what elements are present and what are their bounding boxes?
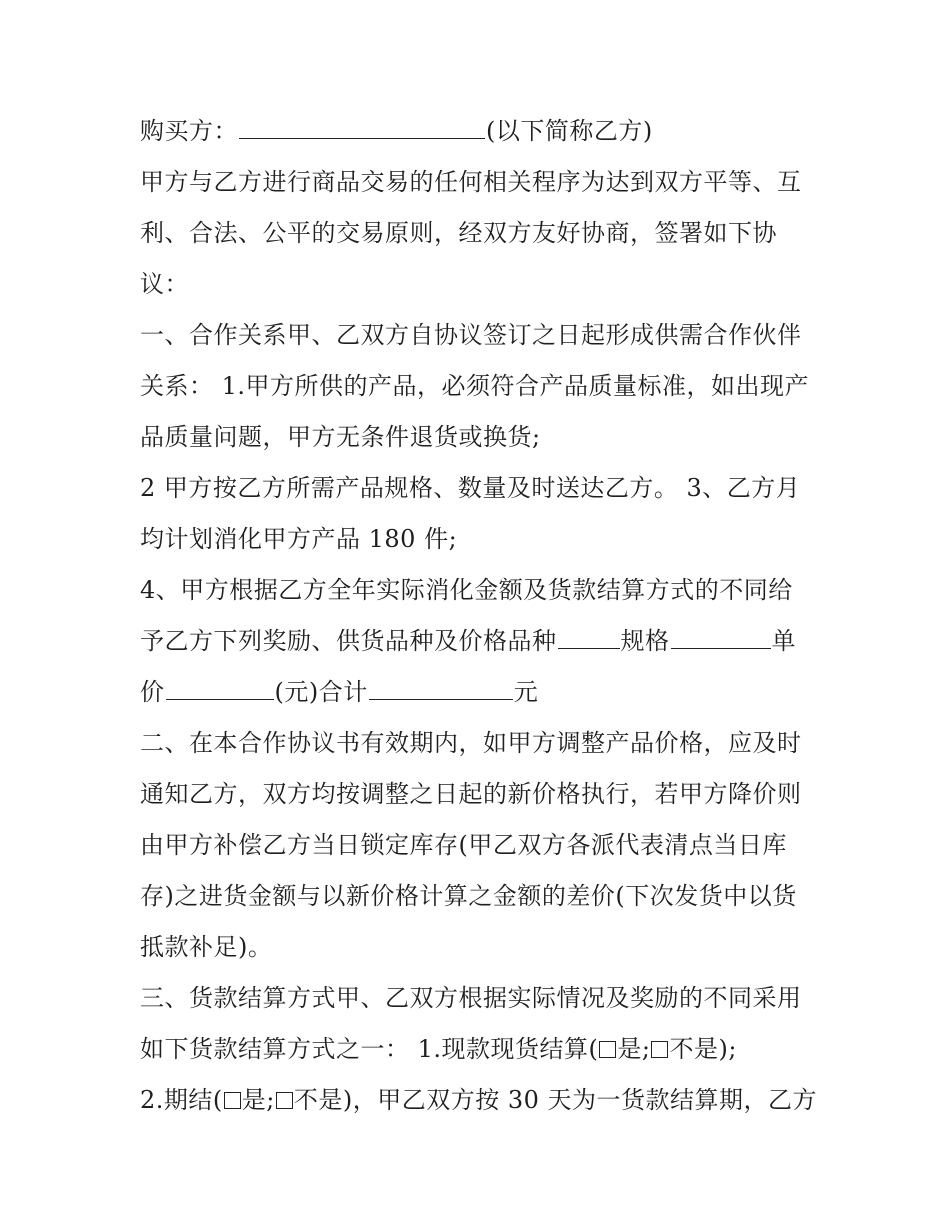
text-line-variety xyxy=(140,616,820,667)
price-label: 价 xyxy=(140,678,165,706)
buyer-note: (以下简称乙方) xyxy=(486,117,653,145)
document-body xyxy=(140,106,820,1126)
text-line-buyer xyxy=(140,106,820,157)
text-line-period-settlement xyxy=(140,1075,820,1126)
text-line: 存)之进货金额与以新价格计算之金额的差价(下次发货中以货 xyxy=(140,882,797,910)
text-line: 4、甲方根据乙方全年实际消化金额及货款结算方式的不同给 xyxy=(140,576,793,604)
spec-label: 规格 xyxy=(620,627,670,655)
checkbox-cash-yes[interactable] xyxy=(599,1041,616,1058)
variety-label: 予乙方下列奖励、供货品种及价格品种 xyxy=(140,627,557,655)
text-line: 由甲方补偿乙方当日锁定库存(甲乙双方各派代表清点当日库 xyxy=(140,831,787,859)
unit-label: 单 xyxy=(771,627,796,655)
total-label: (元)合计 xyxy=(274,678,368,706)
text-line: 利、合法、公平的交易原则，经双方友好协商，签署如下协 xyxy=(140,219,777,247)
checkbox-period-no[interactable] xyxy=(276,1092,293,1109)
text-line: 2 甲方按乙方所需产品规格、数量及时送达乙方。 3、乙方月 xyxy=(140,474,801,502)
text-line: 二、在本合作协议书有效期内，如甲方调整产品价格，应及时 xyxy=(140,729,802,757)
text-line: 甲方与乙方进行商品交易的任何相关程序为达到双方平等、互 xyxy=(140,168,802,196)
option-no-label: 不是); xyxy=(669,1035,737,1063)
currency-label: 元 xyxy=(513,678,539,706)
checkbox-cash-no[interactable] xyxy=(651,1041,668,1058)
period-settlement-label: 2.期结( xyxy=(140,1086,223,1114)
text-line: 一、合作关系甲、乙双方自协议签订之日起形成供需合作伙伴 xyxy=(140,321,802,349)
text-line-cash-settlement xyxy=(140,1024,820,1075)
price-blank[interactable] xyxy=(166,679,274,700)
variety-blank[interactable] xyxy=(558,628,620,649)
text-line: 均计划消化甲方产品 180 件; xyxy=(140,525,458,553)
checkbox-period-yes[interactable] xyxy=(224,1092,241,1109)
buyer-label: 购买方： xyxy=(140,117,238,145)
text-line-price xyxy=(140,667,820,718)
text-line: 通知乙方，双方均按调整之日起的新价格执行，若甲方降价则 xyxy=(140,780,802,808)
text-line: 抵款补足)。 xyxy=(140,933,273,961)
option-yes-label: 是; xyxy=(617,1035,651,1063)
total-blank[interactable] xyxy=(369,679,513,700)
option-yes-label: 是; xyxy=(241,1086,275,1114)
text-line: 三、货款结算方式甲、乙双方根据实际情况及奖励的不同采用 xyxy=(140,984,802,1012)
text-line: 议： xyxy=(140,270,189,298)
period-settlement-text: 不是)，甲乙双方按 30 天为一货款结算期，乙方 xyxy=(293,1086,818,1114)
buyer-name-blank[interactable] xyxy=(239,118,485,139)
text-line: 关系： 1.甲方所供的产品，必须符合产品质量标准，如出现产 xyxy=(140,372,810,400)
cash-settlement-label: 如下货款结算方式之一： 1.现款现货结算( xyxy=(140,1035,599,1063)
text-line: 品质量问题，甲方无条件退货或换货; xyxy=(140,423,541,451)
spec-blank[interactable] xyxy=(671,628,771,649)
